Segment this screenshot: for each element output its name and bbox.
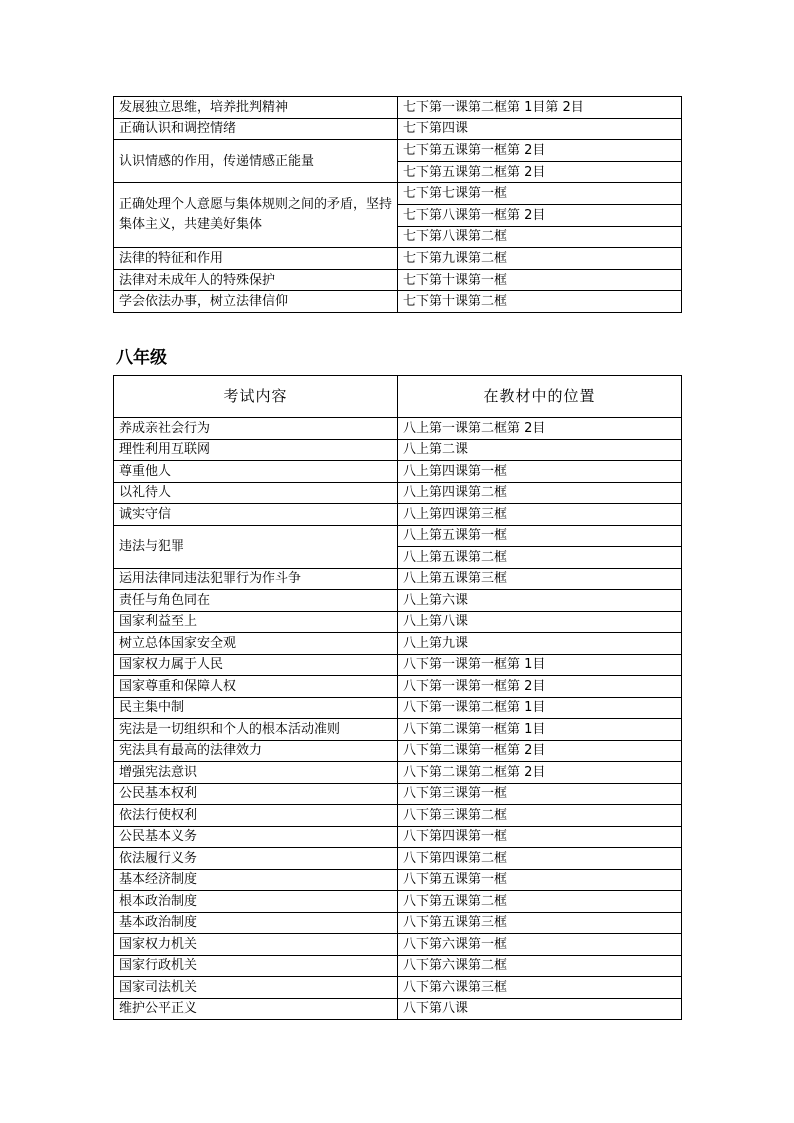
table-row (114, 891, 682, 913)
textbook-location-cell: 八下第六课第一框 (398, 934, 682, 956)
table-row (114, 848, 682, 870)
table-row (114, 461, 682, 483)
textbook-location-cell: 七下第十课第二框 (398, 291, 682, 313)
textbook-location-cell: 八下第一课第二框第 1目 (398, 697, 682, 719)
table-row (114, 97, 682, 119)
exam-content-cell: 法律对未成年人的特殊保护 (114, 269, 398, 291)
table-row (114, 291, 682, 313)
exam-content-cell: 认识情感的作用，传递情感正能量 (114, 140, 398, 183)
table-row (114, 826, 682, 848)
table-row (114, 183, 682, 205)
exam-content-cell: 违法与犯罪 (114, 525, 398, 568)
table-row (114, 590, 682, 612)
table-row (114, 955, 682, 977)
table-row (114, 611, 682, 633)
exam-content-cell: 运用法律同违法犯罪行为作斗争 (114, 568, 398, 590)
header-textbook-location: 在教材中的位置 (398, 376, 682, 418)
textbook-location-cell: 八上第五课第二框 (398, 547, 682, 569)
exam-content-cell: 依法履行义务 (114, 848, 398, 870)
header-exam-content: 考试内容 (114, 376, 398, 418)
textbook-location-cell: 八下第三课第一框 (398, 783, 682, 805)
table-row (114, 140, 682, 162)
exam-content-cell: 增强宪法意识 (114, 762, 398, 784)
textbook-location-cell: 八上第九课 (398, 633, 682, 655)
exam-content-cell: 公民基本义务 (114, 826, 398, 848)
textbook-location-cell: 八上第五课第三框 (398, 568, 682, 590)
exam-content-cell: 诚实守信 (114, 504, 398, 526)
table-row (114, 269, 682, 291)
exam-content-cell: 公民基本权利 (114, 783, 398, 805)
exam-content-cell: 国家权力机关 (114, 934, 398, 956)
exam-content-cell: 尊重他人 (114, 461, 398, 483)
textbook-location-cell: 八下第一课第一框第 2目 (398, 676, 682, 698)
exam-content-cell: 国家权力属于人民 (114, 654, 398, 676)
textbook-location-cell: 八下第六课第三框 (398, 977, 682, 999)
exam-content-cell: 发展独立思维，培养批判精神 (114, 97, 398, 119)
table-row (114, 762, 682, 784)
table-row (114, 118, 682, 140)
textbook-location-cell: 七下第九课第二框 (398, 248, 682, 270)
textbook-location-cell: 八下第八课 (398, 998, 682, 1020)
table-row (114, 912, 682, 934)
table-row (114, 719, 682, 741)
textbook-location-cell: 七下第八课第一框第 2目 (398, 204, 682, 226)
textbook-location-cell: 七下第一课第二框第 1目第 2目 (398, 97, 682, 119)
section-title-grade8: 八年级 (116, 348, 167, 368)
textbook-location-cell: 八下第五课第二框 (398, 891, 682, 913)
textbook-location-cell: 八下第三课第二框 (398, 805, 682, 827)
textbook-location-cell: 八下第四课第二框 (398, 848, 682, 870)
table-row (114, 418, 682, 440)
table-row (114, 783, 682, 805)
textbook-location-cell: 七下第五课第一框第 2目 (398, 140, 682, 162)
grade8-topics-table (113, 375, 682, 1020)
table-row (114, 633, 682, 655)
exam-content-cell: 法律的特征和作用 (114, 248, 398, 270)
textbook-location-cell: 七下第四课 (398, 118, 682, 140)
exam-content-cell: 以礼待人 (114, 482, 398, 504)
exam-content-cell: 理性利用互联网 (114, 439, 398, 461)
exam-content-cell: 正确处理个人意愿与集体规则之间的矛盾，坚持集体主义，共建美好集体 (114, 183, 398, 248)
textbook-location-cell: 七下第十课第一框 (398, 269, 682, 291)
textbook-location-cell: 八下第六课第二框 (398, 955, 682, 977)
exam-content-cell: 宪法是一切组织和个人的根本活动准则 (114, 719, 398, 741)
exam-content-cell: 树立总体国家安全观 (114, 633, 398, 655)
table-row (114, 697, 682, 719)
grade7-table-body (114, 97, 682, 313)
table-header-row (114, 376, 682, 418)
exam-content-cell: 养成亲社会行为 (114, 418, 398, 440)
exam-content-cell: 基本经济制度 (114, 869, 398, 891)
textbook-location-cell: 八上第四课第二框 (398, 482, 682, 504)
table-row (114, 740, 682, 762)
textbook-location-cell: 八上第八课 (398, 611, 682, 633)
exam-content-cell: 责任与角色同在 (114, 590, 398, 612)
grade7-topics-table (113, 96, 682, 313)
textbook-location-cell: 八下第二课第一框第 2目 (398, 740, 682, 762)
textbook-location-cell: 八上第六课 (398, 590, 682, 612)
exam-content-cell: 基本政治制度 (114, 912, 398, 934)
textbook-location-cell: 七下第八课第二框 (398, 226, 682, 248)
exam-content-cell: 维护公平正义 (114, 998, 398, 1020)
table-row (114, 568, 682, 590)
table-row (114, 869, 682, 891)
table-row (114, 977, 682, 999)
exam-content-cell: 国家行政机关 (114, 955, 398, 977)
table-row (114, 934, 682, 956)
textbook-location-cell: 七下第七课第一框 (398, 183, 682, 205)
exam-content-cell: 国家司法机关 (114, 977, 398, 999)
textbook-location-cell: 八下第一课第一框第 1目 (398, 654, 682, 676)
textbook-location-cell: 八上第一课第二框第 2目 (398, 418, 682, 440)
exam-content-cell: 依法行使权利 (114, 805, 398, 827)
textbook-location-cell: 八上第四课第三框 (398, 504, 682, 526)
textbook-location-cell: 八上第四课第一框 (398, 461, 682, 483)
exam-content-cell: 国家利益至上 (114, 611, 398, 633)
table-row (114, 998, 682, 1020)
table-row (114, 482, 682, 504)
exam-content-cell: 根本政治制度 (114, 891, 398, 913)
textbook-location-cell: 八下第五课第一框 (398, 869, 682, 891)
grade8-table-body (114, 376, 682, 1020)
textbook-location-cell: 七下第五课第二框第 2目 (398, 161, 682, 183)
exam-content-cell: 民主集中制 (114, 697, 398, 719)
exam-content-cell: 学会依法办事，树立法律信仰 (114, 291, 398, 313)
textbook-location-cell: 八下第四课第一框 (398, 826, 682, 848)
textbook-location-cell: 八上第二课 (398, 439, 682, 461)
table-row (114, 504, 682, 526)
textbook-location-cell: 八下第五课第三框 (398, 912, 682, 934)
textbook-location-cell: 八上第五课第一框 (398, 525, 682, 547)
textbook-location-cell: 八下第二课第二框第 2目 (398, 762, 682, 784)
textbook-location-cell: 八下第二课第一框第 1目 (398, 719, 682, 741)
table-row (114, 525, 682, 547)
exam-content-cell: 宪法具有最高的法律效力 (114, 740, 398, 762)
table-row (114, 676, 682, 698)
exam-content-cell: 正确认识和调控情绪 (114, 118, 398, 140)
table-row (114, 439, 682, 461)
exam-content-cell: 国家尊重和保障人权 (114, 676, 398, 698)
table-row (114, 248, 682, 270)
table-row (114, 805, 682, 827)
table-row (114, 654, 682, 676)
